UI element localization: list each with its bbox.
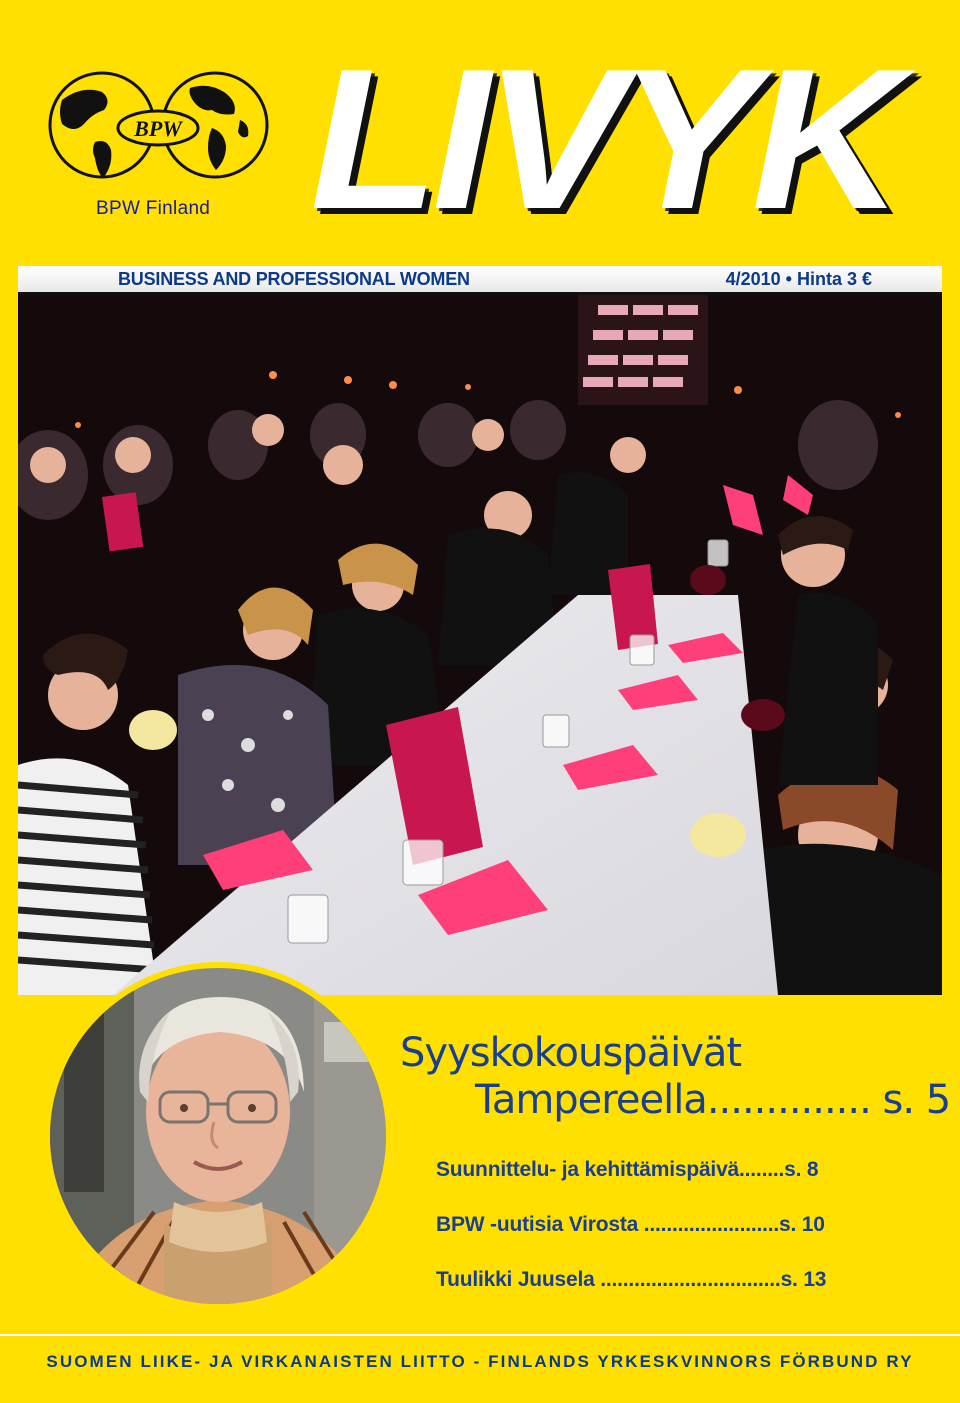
issue-price: 4/2010 • Hinta 3 € (725, 269, 872, 289)
toc-item: Suunnittelu- ja kehittämispäivä........s. 8 (436, 1158, 819, 1181)
headline-title: Syyskokouspäivät (400, 1030, 742, 1076)
portrait-photo (44, 962, 392, 1310)
toc-item: Tuulikki Juusela ................................s. 13 (436, 1268, 827, 1291)
footer-org-name: SUOMEN LIIKE- JA VIRKANAISTEN LIITTO - FINLANDS YRKESKVINNORS FÖRBUND RY (46, 1352, 914, 1371)
toc-item: BPW -uutisia Virosta ........................s. 10 (436, 1213, 825, 1236)
band-tagline: BUSINESS AND PROFESSIONAL WOMEN (118, 269, 470, 289)
logo-emblem-text: BPW (134, 116, 182, 141)
footer-rule (0, 1334, 960, 1336)
masthead-title: LIVYK (310, 28, 897, 251)
banquet-photo (18, 295, 942, 995)
logo-caption: BPW Finland (96, 198, 211, 219)
headline-page-ref: Tampereella.............. s. 5 (475, 1077, 951, 1123)
